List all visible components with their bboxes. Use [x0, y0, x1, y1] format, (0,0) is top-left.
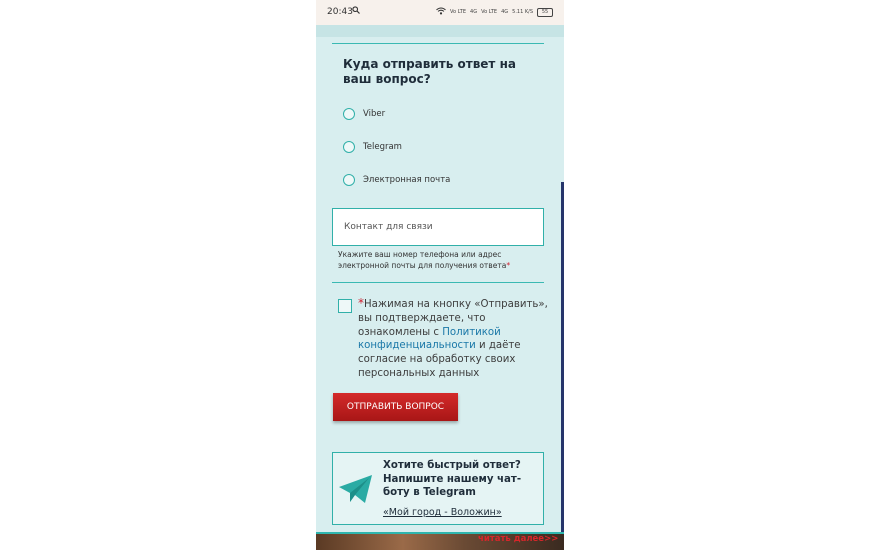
submit-question-button[interactable]: ОТПРАВИТЬ ВОПРОС	[333, 393, 458, 421]
status-time: 20:43	[327, 7, 353, 17]
wifi-icon	[436, 7, 446, 17]
divider	[332, 282, 544, 283]
radio-label: Viber	[363, 109, 386, 119]
radio-button[interactable]	[343, 174, 355, 186]
radio-option-email[interactable]	[343, 174, 450, 186]
consent-text	[358, 297, 558, 381]
radio-label: Электронная почта	[363, 175, 451, 185]
radio-button[interactable]	[343, 141, 355, 153]
network-label-4: 4G	[501, 9, 509, 15]
question-title: Куда отправить ответ на ваш вопрос?	[343, 57, 516, 86]
radio-option-telegram[interactable]	[343, 141, 402, 153]
consent-text-before: Нажимая на кнопку «Отправить», вы подтверждаете, что ознакомлены с	[358, 299, 548, 338]
divider	[332, 43, 544, 44]
network-label-3: Vo LTE	[481, 9, 498, 15]
privacy-policy-link[interactable]: Политикой конфиденциальности	[358, 326, 501, 352]
network-label-2: 4G	[470, 9, 478, 15]
consent-text-after: и даёте согласие на обработку своих персональных данных	[358, 340, 521, 379]
header-band	[316, 25, 564, 37]
contact-input[interactable]	[332, 208, 544, 246]
status-bar	[316, 0, 564, 25]
status-icons	[436, 7, 553, 17]
bottom-banner[interactable]	[316, 532, 564, 550]
radio-button[interactable]	[343, 108, 355, 120]
contact-hint	[338, 249, 543, 271]
network-speed: 5.11 K/S	[512, 9, 533, 15]
telegram-icon	[338, 474, 374, 508]
telegram-promo	[332, 452, 544, 525]
contact-hint-text: Укажите ваш номер телефона или адрес электронной почты для получения ответа	[338, 250, 507, 270]
required-mark: *	[506, 261, 511, 270]
required-mark: *	[358, 296, 364, 310]
search-icon	[352, 6, 360, 17]
battery-icon: 55	[537, 8, 553, 17]
radio-label: Telegram	[363, 142, 402, 152]
phone-screen	[316, 0, 564, 550]
telegram-bot-link[interactable]: «Мой город - Воложин»	[383, 507, 502, 518]
scrollbar[interactable]	[561, 182, 564, 532]
read-more-link[interactable]: читать далее>>	[478, 534, 559, 544]
telegram-heading: Хотите быстрый ответ? Напишите нашему чат-боту в Telegram	[383, 460, 522, 498]
radio-option-viber[interactable]	[343, 108, 385, 120]
network-label-1: Vo LTE	[450, 9, 467, 15]
consent-checkbox[interactable]	[338, 299, 352, 313]
